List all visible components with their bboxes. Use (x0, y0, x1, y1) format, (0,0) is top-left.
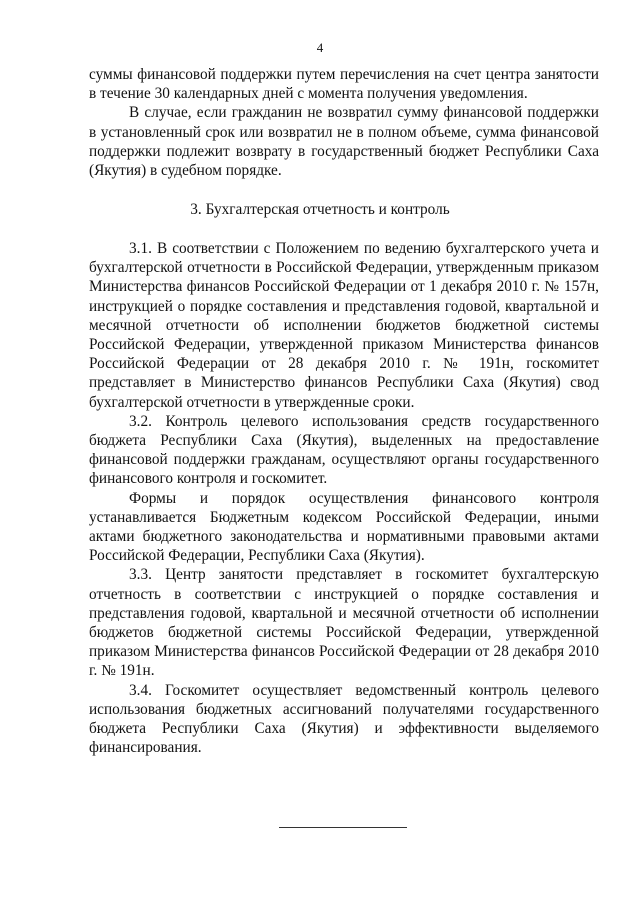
section-body (89, 239, 599, 757)
section-heading: 3. Бухгалтерская отчетность и контроль (190, 201, 450, 218)
paragraph-3-3: 3.3. Центр занятости представляет в госкомитет бухгалтерскую отчетность в соответствии с инструкцией о порядке составления и представления годовой, квартальной и месячной отчетности об исполнении бюджетов бюджетной системы Российской Федерации, утвержденной приказом Министерства финансов Российской Федерации от 28 декабря 2010 г. № 191н. (89, 566, 599, 680)
paragraph-3-4: 3.4. Госкомитет осуществляет ведомственный контроль целевого использования бюджетных ассигнований получателями государственного бюджета Республики Саха (Якутия) и эффективности выделяемого финансирования. (89, 681, 599, 757)
paragraph-3-1: 3.1. В соответствии с Положением по ведению бухгалтерского учета и бухгалтерской отчетности в Российской Федерации, утвержденным приказом Министерства финансов Российской Федерации от 1 декабря 2010 г. № 157н, инструкцией о порядке составления и представления годовой, квартальной и месячной отчетности об исполнении бюджетов бюджетной системы Российской Федерации, утвержденной приказом Министерства финансов Российской Федерации от 28 декабря 2010 г. № 191н, госкомитет представляет в Министерство финансов Республики Саха (Якутия) свод бухгалтерской отчетности в утвержденные сроки. (89, 240, 599, 411)
page-number: 4 (316, 40, 324, 55)
paragraph-3-2: 3.2. Контроль целевого использования средств государственного бюджета Республики Саха (Якутия), выделенных на предоставление финансовой поддержки гражданам, осуществляют органы государственного финансового контроля и госкомитет. (89, 412, 599, 488)
paragraph: суммы финансовой поддержки путем перечисления на счет центра занятости в течение 30 календарных дней с момента получения уведомления. (89, 66, 599, 103)
paragraph: В случае, если гражданин не возвратил сумму финансовой поддержки в установленный срок или возвратил не в полном объеме, сумма финансовой поддержки подлежит возврату в государственный бюджет Республики Саха (Якутия) в судебном порядке. (89, 104, 599, 180)
paragraph-control-forms: Формы и порядок осуществления финансового контроля устанавливается Бюджетным кодексом Российской Федерации, иными актами бюджетного законодательства и нормативными правовыми актами Российской Федерации, Республики Саха (Якутия). (89, 489, 599, 565)
continuation-block (89, 65, 599, 180)
footer-rule (279, 827, 407, 828)
